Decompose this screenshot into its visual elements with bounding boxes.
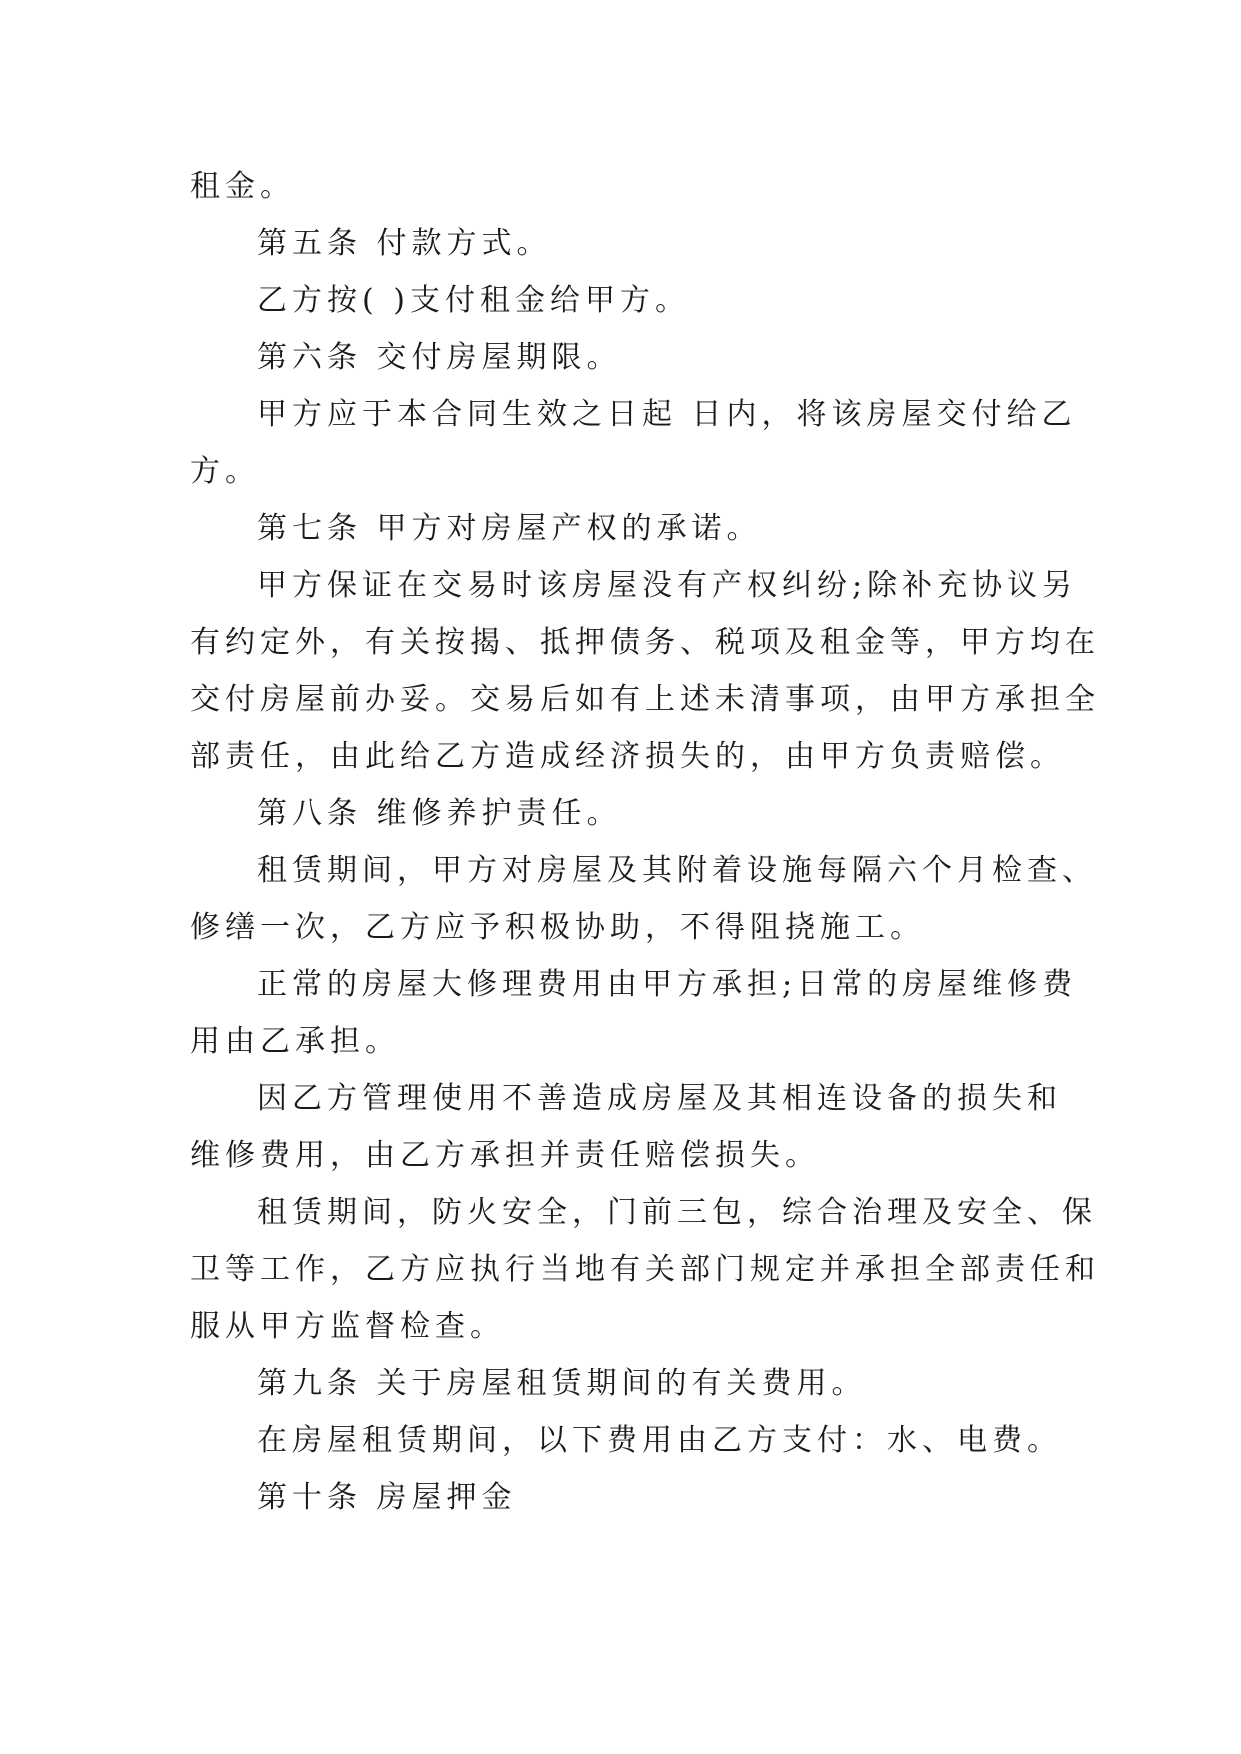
text-line-20: 卫等工作，乙方应执行当地有关部门规定并承担全部责任和	[190, 1252, 1100, 1287]
text-line-10: 交付房屋前办妥。交易后如有上述未清事项，由甲方承担全	[190, 682, 1100, 717]
text-line-9: 有约定外，有关按揭、抵押债务、税项及租金等，甲方均在	[190, 625, 1100, 660]
text-line-14: 修缮一次，乙方应予积极协助，不得阻挠施工。	[190, 910, 925, 945]
text-line-12: 第八条 维修养护责任。	[257, 796, 622, 831]
text-line-23: 在房屋租赁期间，以下费用由乙方支付：水、电费。	[257, 1423, 1062, 1458]
text-line-22: 第九条 关于房屋租赁期间的有关费用。	[257, 1366, 867, 1401]
text-line-3: 乙方按( )支付租金给甲方。	[257, 283, 690, 318]
text-line-11: 部责任，由此给乙方造成经济损失的，由甲方负责赔偿。	[190, 739, 1065, 774]
text-line-6: 方。	[190, 454, 260, 489]
text-line-19: 租赁期间，防火安全，门前三包，综合治理及安全、保	[257, 1195, 1097, 1230]
text-line-13: 租赁期间，甲方对房屋及其附着设施每隔六个月检查、	[257, 853, 1097, 888]
text-line-15: 正常的房屋大修理费用由甲方承担;日常的房屋维修费	[257, 967, 1078, 1002]
text-line-1: 租金。	[190, 169, 295, 204]
document-body	[190, 158, 1100, 1526]
text-line-8: 甲方保证在交易时该房屋没有产权纠纷;除补充协议另	[257, 568, 1078, 603]
text-line-5: 甲方应于本合同生效之日起 日内，将该房屋交付给乙	[257, 397, 1077, 432]
text-line-24: 第十条 房屋押金	[257, 1480, 517, 1515]
text-line-2: 第五条 付款方式。	[257, 226, 552, 261]
text-line-18: 维修费用，由乙方承担并责任赔偿损失。	[190, 1138, 820, 1173]
text-line-16: 用由乙承担。	[190, 1024, 400, 1059]
text-line-17: 因乙方管理使用不善造成房屋及其相连设备的损失和	[257, 1081, 1062, 1116]
text-line-7: 第七条 甲方对房屋产权的承诺。	[257, 511, 762, 546]
text-line-4: 第六条 交付房屋期限。	[257, 340, 622, 375]
text-line-21: 服从甲方监督检查。	[190, 1309, 505, 1344]
